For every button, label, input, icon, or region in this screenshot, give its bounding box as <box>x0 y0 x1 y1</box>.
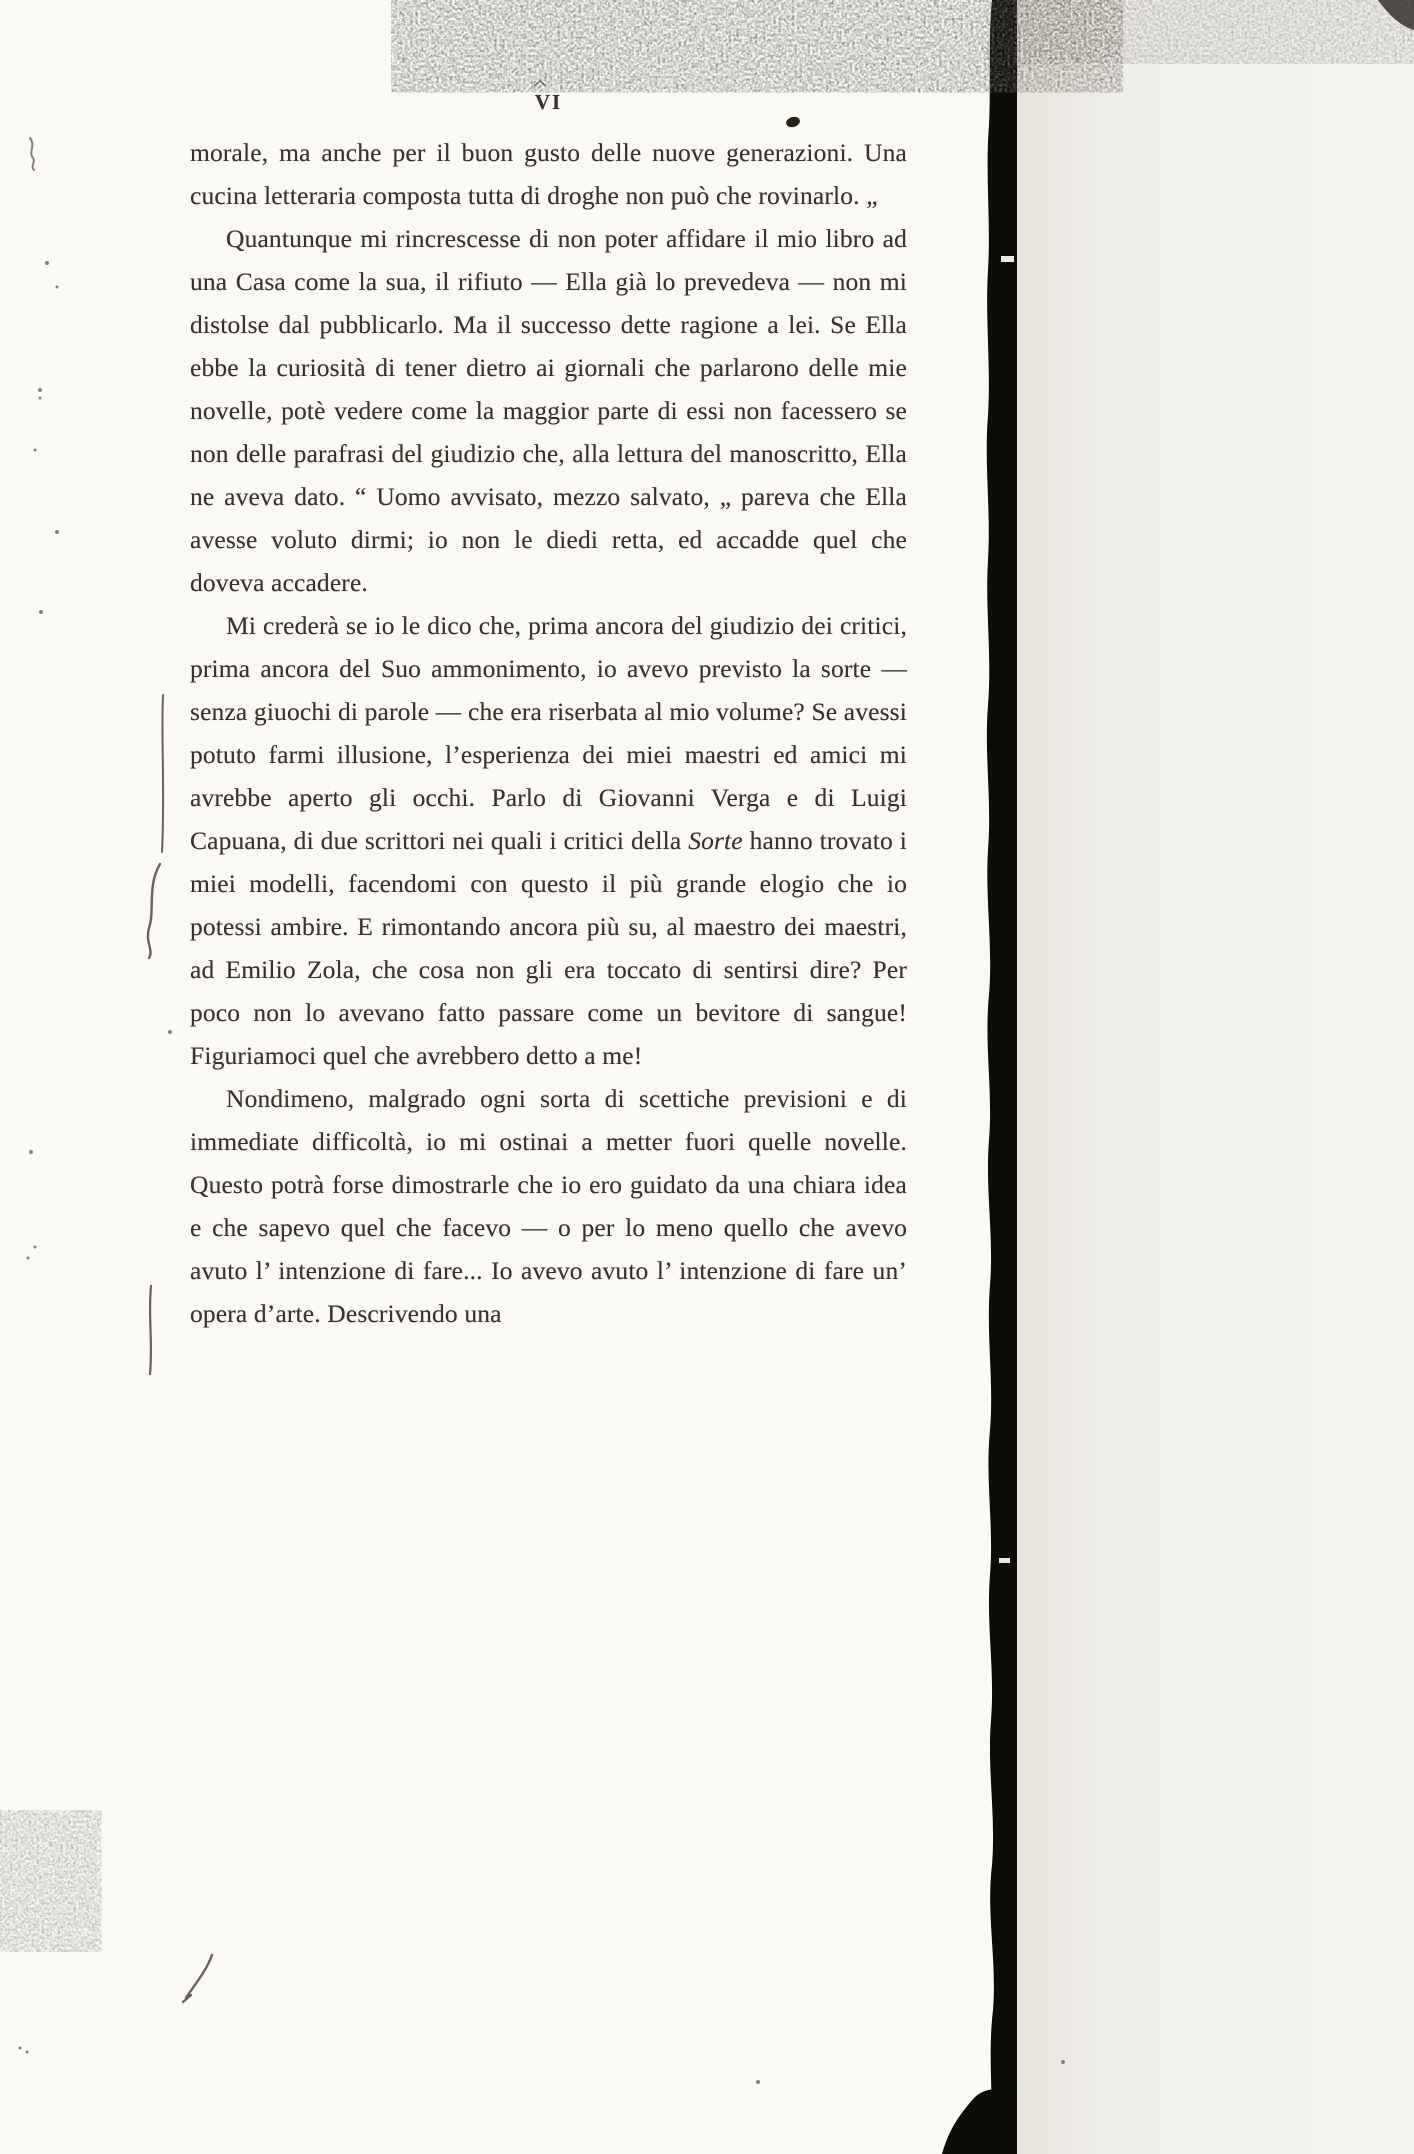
pencil-squiggle-top-left <box>30 138 34 170</box>
paragraph-nondimeno <box>190 1077 907 1335</box>
scan-gutter-band <box>987 0 1017 2154</box>
paragraph-continuation <box>190 131 907 217</box>
paragraph-text: Nondimeno, malgrado ogni sorta di scettiche previsioni e di immediate difficoltà, io mi ostinai a metter fuori quelle novelle. Questo potrà forse dimostrarle che io ero guidato da una chiara idea e che sapevo quel che facevo — o per lo meno quello che avevo avuto l’ intenzione di fare... Io avevo avuto l’ intenzione di fare un’ opera d’arte. Descrivendo una <box>190 1084 907 1328</box>
pencil-margin-line-2 <box>148 864 160 958</box>
scan-noise-top <box>452 0 1062 84</box>
paragraph-mi-credera <box>190 604 907 1077</box>
scan-band-notch <box>999 1558 1010 1563</box>
text-block <box>190 131 907 1335</box>
book-title-sorte: Sorte <box>688 826 743 855</box>
pencil-swoosh-bottom <box>183 1955 212 2002</box>
paragraph-text: hanno trovato i miei modelli, facendomi con questo il più grande elogio che io potessi ambire. E rimontando ancora più su, al maestro dei maestri, ad Emilio Zola, che cosa non gli era toccato di sentirsi dire? Per poco non lo avevano fatto passare come un bevitore di sangue! Figuriamoci quel che avrebbero detto a me! <box>190 826 907 1070</box>
scan-gutter-band-bottom-blob <box>942 2086 1017 2154</box>
pencil-margin-line-3 <box>150 1286 151 1374</box>
scan-noise-bottom-left <box>0 1822 92 1940</box>
scan-noise-top-right <box>1050 0 1414 58</box>
scan-band-notch <box>1001 256 1014 262</box>
paragraph-text: morale, ma anche per il buon gusto delle nuove generazioni. Una cucina letteraria composta tutta di droghe non può che rovinarlo. „ <box>190 138 907 210</box>
caret-mark <box>534 81 546 86</box>
page-number: VI <box>534 90 563 114</box>
paragraph-text: Mi crederà se io le dico che, prima ancora del giudizio dei critici, prima ancora del Suo ammonimento, io avevo previsto la sorte — senza giuochi di parole — che era riserbata al mio volume? Se avessi potuto farmi illusione, l’esperienza dei miei maestri ed amici mi avrebbe aperto gli occhi. Parlo di Giovanni Verga e di Luigi Capuana, di due scrittori nei quali i critici della <box>190 611 907 855</box>
scan-right-margin <box>1016 0 1414 2154</box>
paragraph-text: Quantunque mi rincrescesse di non poter affidare il mio libro ad una Casa come la sua, il rifiuto — Ella già lo prevedeva — non mi distolse dal pubblicarlo. Ma il successo dette ragione a lei. Se Ella ebbe la curiosità di tener dietro ai giornali che parlarono delle mie novelle, potè vedere come la maggior parte di essi non facessero se non delle parafrasi del giudizio che, alla lettura del manoscritto, Ella ne aveva dato. “ Uomo avvisato, mezzo salvato, „ pareva che Ella avesse voluto dirmi; io non le diedi retta, ed accadde quel che doveva accadere. <box>190 224 907 597</box>
scan-corner-top-right <box>1378 0 1414 30</box>
ink-smudge <box>785 115 801 128</box>
pencil-margin-line-1 <box>162 695 163 852</box>
paragraph-quantunque <box>190 217 907 604</box>
